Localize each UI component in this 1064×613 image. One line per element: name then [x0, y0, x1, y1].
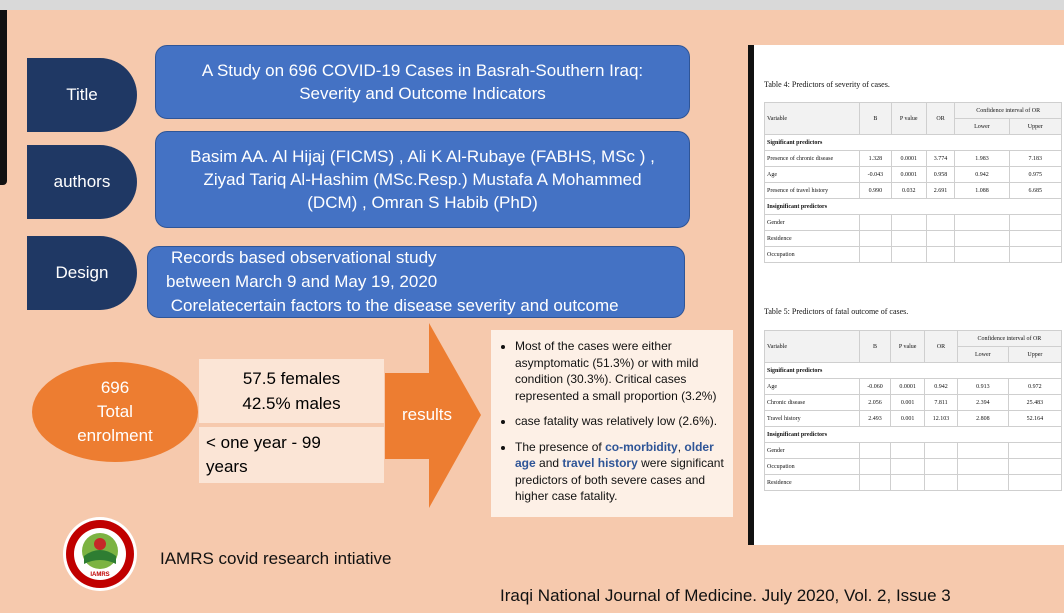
title-label: [27, 58, 137, 132]
table4-cell: Gender: [765, 215, 860, 231]
table4-header-p: P value: [891, 103, 926, 135]
table4-cell: -0.043: [860, 167, 892, 183]
table4-sig-label: Significant predictors: [765, 135, 1062, 151]
table-row: [765, 167, 1062, 183]
authors-line-1: Basim AA. Al Hijaj (FICMS) , Ali K Al-Rubaye (FABHS, MSc ) ,: [190, 147, 655, 166]
table5-cell: 0.942: [925, 379, 958, 395]
table4-header-variable: Variable: [765, 103, 860, 135]
table5-header-upper: Upper: [1008, 347, 1061, 363]
table5-insig-label: Insignificant predictors: [765, 427, 1062, 443]
bullet-text-2: case fatality was relatively low (2.6%).: [515, 414, 718, 428]
table4-cell: 3.774: [926, 151, 955, 167]
table4-cell: 0.958: [926, 167, 955, 183]
enrolment-line-1: Total: [97, 402, 133, 421]
table4-insig-label: Insignificant predictors: [765, 199, 1062, 215]
table-row: [765, 411, 1062, 427]
tables-panel: [748, 45, 1064, 545]
design-line-3: Corelatecertain factors to the disease severity and outcome: [166, 296, 619, 315]
bullet-sep: ,: [677, 439, 685, 454]
logo-text: IAMRS: [90, 572, 110, 578]
table4-cell: 0.975: [1009, 167, 1061, 183]
table-row: [765, 379, 1062, 395]
bullet-text-1: Most of the cases were either asymptomatic (51.3%) or with mild condition (30.3%). Critical cases represented a small proportion (3.2%): [515, 339, 717, 403]
table5-cell: 0.001: [891, 395, 925, 411]
table5-header-b: B: [860, 331, 891, 363]
table-row: [765, 151, 1062, 167]
table5-cell: 2.056: [860, 395, 891, 411]
table5-cell: Age: [765, 379, 860, 395]
highlight-comorbidity: co-morbidity: [605, 439, 678, 454]
table4-cell: 0.0001: [891, 167, 926, 183]
bullet-text-3-post: were significant predictors of both severe cases and higher case fatality.: [515, 456, 724, 503]
table5-cell: Occupation: [765, 459, 860, 475]
table5-cell: 2.394: [957, 395, 1008, 411]
table5-header-p: P value: [891, 331, 925, 363]
results-bullets: [491, 330, 733, 517]
authors-line-3: (DCM) , Omran S Habib (PhD): [307, 193, 538, 212]
table4-cell: 1.983: [955, 151, 1009, 167]
table4-cell: 1.328: [860, 151, 892, 167]
table5-cell: 0.913: [957, 379, 1008, 395]
males-text: 42.5% males: [242, 394, 341, 413]
highlight-travel-history: travel history: [562, 456, 638, 470]
table4-cell: 0.990: [860, 183, 892, 199]
organization-name: IAMRS covid research intiative: [160, 549, 392, 568]
table4-cell: 1.088: [955, 183, 1009, 199]
table4-cell: 0.942: [955, 167, 1009, 183]
table-row: [765, 459, 1062, 475]
table-row: [765, 231, 1062, 247]
title-label-text: Title: [66, 85, 98, 104]
table5-cell: Chronic disease: [765, 395, 860, 411]
table4-caption: Table 4: Predictors of severity of cases.: [764, 80, 890, 89]
table4-header-lower: Lower: [955, 119, 1009, 135]
table5-cell: Residence: [765, 475, 860, 491]
top-bar: [0, 0, 1064, 10]
bullet-item: [515, 413, 725, 430]
table4-cell: 6.685: [1009, 183, 1061, 199]
table4-cell: Residence: [765, 231, 860, 247]
table5-cell: 0.001: [891, 411, 925, 427]
table-row: [765, 475, 1062, 491]
table4-cell: 0.0001: [891, 151, 926, 167]
table4-cell: Presence of travel history: [765, 183, 860, 199]
table5-cell: -0.060: [860, 379, 891, 395]
females-text: 57.5 females: [242, 369, 341, 388]
authors-box: [155, 131, 690, 228]
left-edge-bar: [0, 10, 7, 185]
table5: [764, 330, 1062, 491]
table-row: [765, 183, 1062, 199]
enrolment-number: 696: [100, 378, 130, 397]
authors-label-text: authors: [53, 172, 111, 191]
table4-header-or: OR: [926, 103, 955, 135]
design-line-1: Records based observational study: [171, 248, 437, 267]
table5-cell: 2.493: [860, 411, 891, 427]
title-box: [155, 45, 690, 119]
design-box: [147, 246, 685, 318]
table5-header-ci: Confidence interval of OR: [957, 331, 1061, 347]
design-label-text: Design: [55, 263, 109, 282]
table5-cell: Gender: [765, 443, 860, 459]
table4-cell: 2.691: [926, 183, 955, 199]
design-line-2: between March 9 and May 19, 2020: [166, 272, 438, 291]
design-label: [27, 236, 137, 310]
bullet-item: [515, 439, 725, 505]
table5-cell: 0.0001: [891, 379, 925, 395]
title-line-1: A Study on 696 COVID-19 Cases in Basrah-Southern Iraq:: [201, 61, 644, 80]
authors-label: [27, 145, 137, 219]
results-label: results: [401, 405, 453, 424]
table4: [764, 102, 1062, 263]
iamrs-logo-icon: [62, 516, 138, 592]
table5-cell: 52.164: [1008, 411, 1061, 427]
table5-sig-label: Significant predictors: [765, 363, 1062, 379]
enrolment-oval: [32, 362, 198, 462]
table-row: [765, 395, 1062, 411]
table4-header-ci: Confidence interval of OR: [955, 103, 1062, 119]
table5-cell: Travel history: [765, 411, 860, 427]
table4-header-upper: Upper: [1009, 119, 1061, 135]
highlight-older-age: older age: [515, 439, 714, 470]
enrolment-line-2: enrolment: [77, 426, 153, 445]
age-range-box: [199, 427, 384, 483]
bullet-item: [515, 338, 725, 404]
table5-header-or: OR: [925, 331, 958, 363]
bullet-mid: and: [535, 456, 563, 470]
table5-cell: 12.103: [925, 411, 958, 427]
table4-cell: Presence of chronic disease: [765, 151, 860, 167]
table-row: [765, 215, 1062, 231]
table4-cell: Age: [765, 167, 860, 183]
table5-cell: 25.483: [1008, 395, 1061, 411]
age-line-2: years: [206, 457, 248, 476]
table5-header-variable: Variable: [765, 331, 860, 363]
age-line-1: < one year - 99: [206, 433, 321, 452]
table5-caption: Table 5: Predictors of fatal outcome of cases.: [764, 307, 909, 316]
table5-cell: 0.972: [1008, 379, 1061, 395]
table4-cell: 7.183: [1009, 151, 1061, 167]
table5-header-lower: Lower: [957, 347, 1008, 363]
bullet-text-3-pre: The presence of: [515, 439, 606, 454]
authors-line-2: Ziyad Tariq Al-Hashim (MSc.Resp.) Mustafa A Mohammed: [203, 170, 642, 189]
table4-header-b: B: [860, 103, 892, 135]
title-line-2: Severity and Outcome Indicators: [299, 84, 546, 103]
table4-cell: Occupation: [765, 247, 860, 263]
journal-citation: Iraqi National Journal of Medicine. July 2020, Vol. 2, Issue 3: [500, 586, 951, 605]
table-row: [765, 247, 1062, 263]
table5-cell: 2.808: [957, 411, 1008, 427]
table4-cell: 0.032: [891, 183, 926, 199]
table5-cell: 7.811: [925, 395, 958, 411]
table-row: [765, 443, 1062, 459]
gender-box: [199, 359, 384, 423]
